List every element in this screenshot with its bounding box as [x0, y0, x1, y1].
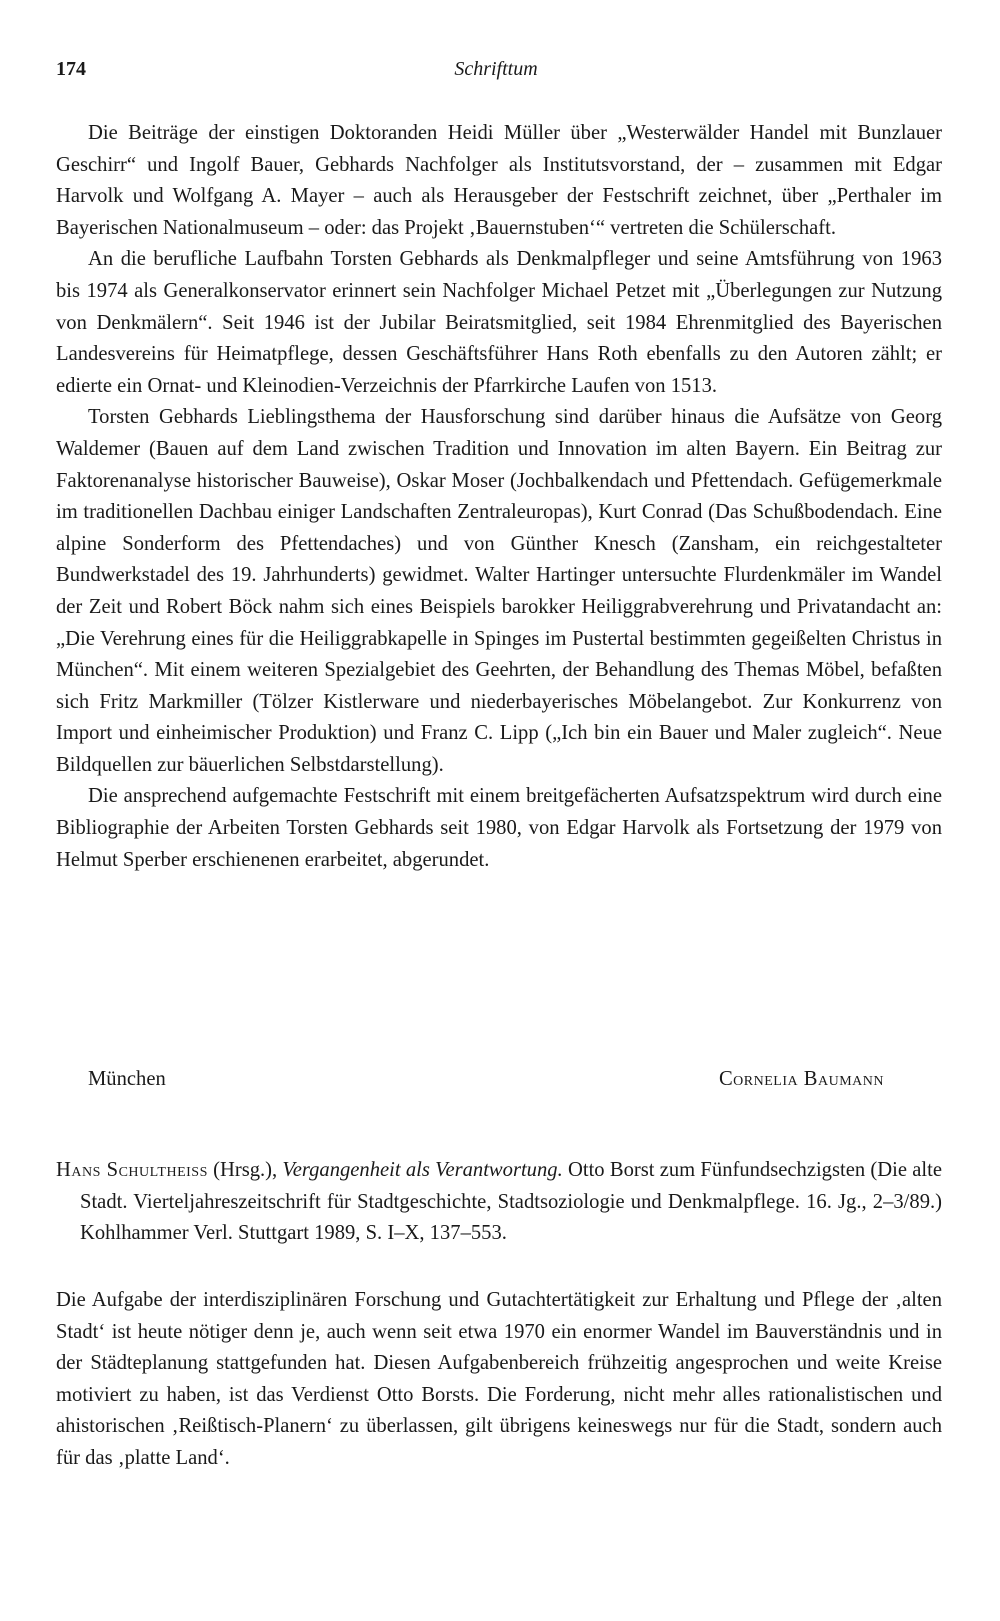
paragraph: Die Beiträge der einstigen Doktoranden Heidi Müller über „Westerwälder Handel mit Bunzlauer Geschirr“ und Ingolf Bauer, Gebhards Nachfolger als Institutsvorstand, der – zusammen mit Edgar Harvolk und Wolfgang A. Mayer – auch als Herausgeber der Festschrift zeichnet, über „Perthaler im Bayerischen Nationalmuseum – oder: das Projekt ‚Bauernstuben‘“ vertreten die Schülerschaft. [56, 122, 942, 239]
paragraph: Die ansprechend aufgemachte Festschrift mit einem breitgefächerten Aufsatzspektrum wird durch eine Bibliographie der Arbeiten Torsten Gebhards seit 1980, von Edgar Harvolk als Fortsetzung der 1979 von Helmut Sperber erschienenen erarbeitet, abgerundet. [56, 785, 942, 871]
signature-author: Cornelia Baumann [718, 1068, 884, 1090]
page-number: 174 [56, 58, 86, 80]
running-head [56, 58, 936, 92]
book-title: Vergangenheit als Verantwortung. [282, 1159, 563, 1181]
paragraph: An die berufliche Laufbahn Torsten Gebhards als Denkmalpfleger und seine Amtsführung von 1963 bis 1974 als Generalkonservator erinnert sein Nachfolger Michael Petzet mit „Überlegungen zur Nutzung von Denkmälern“. Seit 1946 ist der Jubilar Beiratsmitglied, seit 1984 Ehrenmitglied des Bayerischen Landesvereins für Heimatpflege, dessen Geschäftsführer Hans Roth ebenfalls zu den Autoren zählt; er edierte ein Ornat- und Kleinodien-Verzeichnis der Pfarrkirche Laufen von 1513. [56, 248, 942, 397]
bibliographic-details: Otto Borst zum Fünfundsechzigsten (Die alte Stadt. Vierteljahreszeitschrift für Stadtgeschichte, Stadtsoziologie und Denkmalpflege. 16. Jg., 2–3/89.) Kohlhammer Verl. Stuttgart 1989, S. I–X, 137–553. [80, 1159, 942, 1245]
review-1-body [56, 118, 942, 876]
paragraph: Die Aufgabe der interdisziplinären Forschung und Gutachtertätigkeit zur Erhaltung und Pflege der ‚alten Stadt‘ ist heute nötiger denn je, auch wenn seit etwa 1970 ein enormer Wandel im Bauverständnis und in der Städteplanung stattgefunden hat. Diesen Aufgabenbereich frühzeitig angesprochen und weite Kreise motiviert zu haben, ist das Verdienst Otto Borsts. Die Forderung, nicht mehr alles rationalistischen und ahistorischen ‚Reißtisch-Planern‘ zu überlassen, gilt übrigens keineswegs nur für die Stadt, sondern auch für das ‚platte Land‘. [56, 1289, 942, 1469]
bibliographic-entry [56, 1155, 942, 1250]
paragraph: Torsten Gebhards Lieblingsthema der Hausforschung sind darüber hinaus die Aufsätze von Georg Waldemer (Bauen auf dem Land zwischen Tradition und Innovation im alten Bayern. Ein Beitrag zur Faktorenanalyse historischer Bauweise), Oskar Moser (Jochbalkendach und Pfettendach. Gefügemerkmale im traditionellen Dachbau einiger Landschaften Zentraleuropas), Kurt Conrad (Das Schußbodendach. Eine alpine Sonderform des Pfettendaches) und von Günther Knesch (Zansham, ein reichgestalteter Bundwerkstadel des 19. Jahrhunderts) gewidmet. Walter Hartinger untersuchte Flurdenkmäler im Wandel der Zeit und Robert Böck nahm sich eines Beispiels barokker Heiliggrabverehrung und Privatandacht an: „Die Verehrung eines für die Heiliggrabkapelle in Spinges im Pustertal bestimmten gegeißelten Christus in München“. Mit einem weiteren Spezialgebiet des Geehrten, der Behandlung des Themas Möbel, befaßten sich Fritz Markmiller (Tölzer Kistlerware und niederbayerisches Möbelangebot. Zur Konkurrenz von Import und einheimischer Produktion) und Franz C. Lipp („Ich bin ein Bauer und Maler zugleich“. Neue Bildquellen zur bäuerlichen Selbstdarstellung). [56, 406, 942, 776]
review-2-bibliographic-entry [56, 1155, 942, 1250]
signature-place: München [88, 1068, 166, 1090]
review-2-body [56, 1285, 942, 1475]
editor-role: (Hrsg.), [207, 1159, 283, 1181]
editor-name: Hans Schultheiss [56, 1159, 208, 1181]
section-title: Schrifttum [454, 58, 538, 80]
